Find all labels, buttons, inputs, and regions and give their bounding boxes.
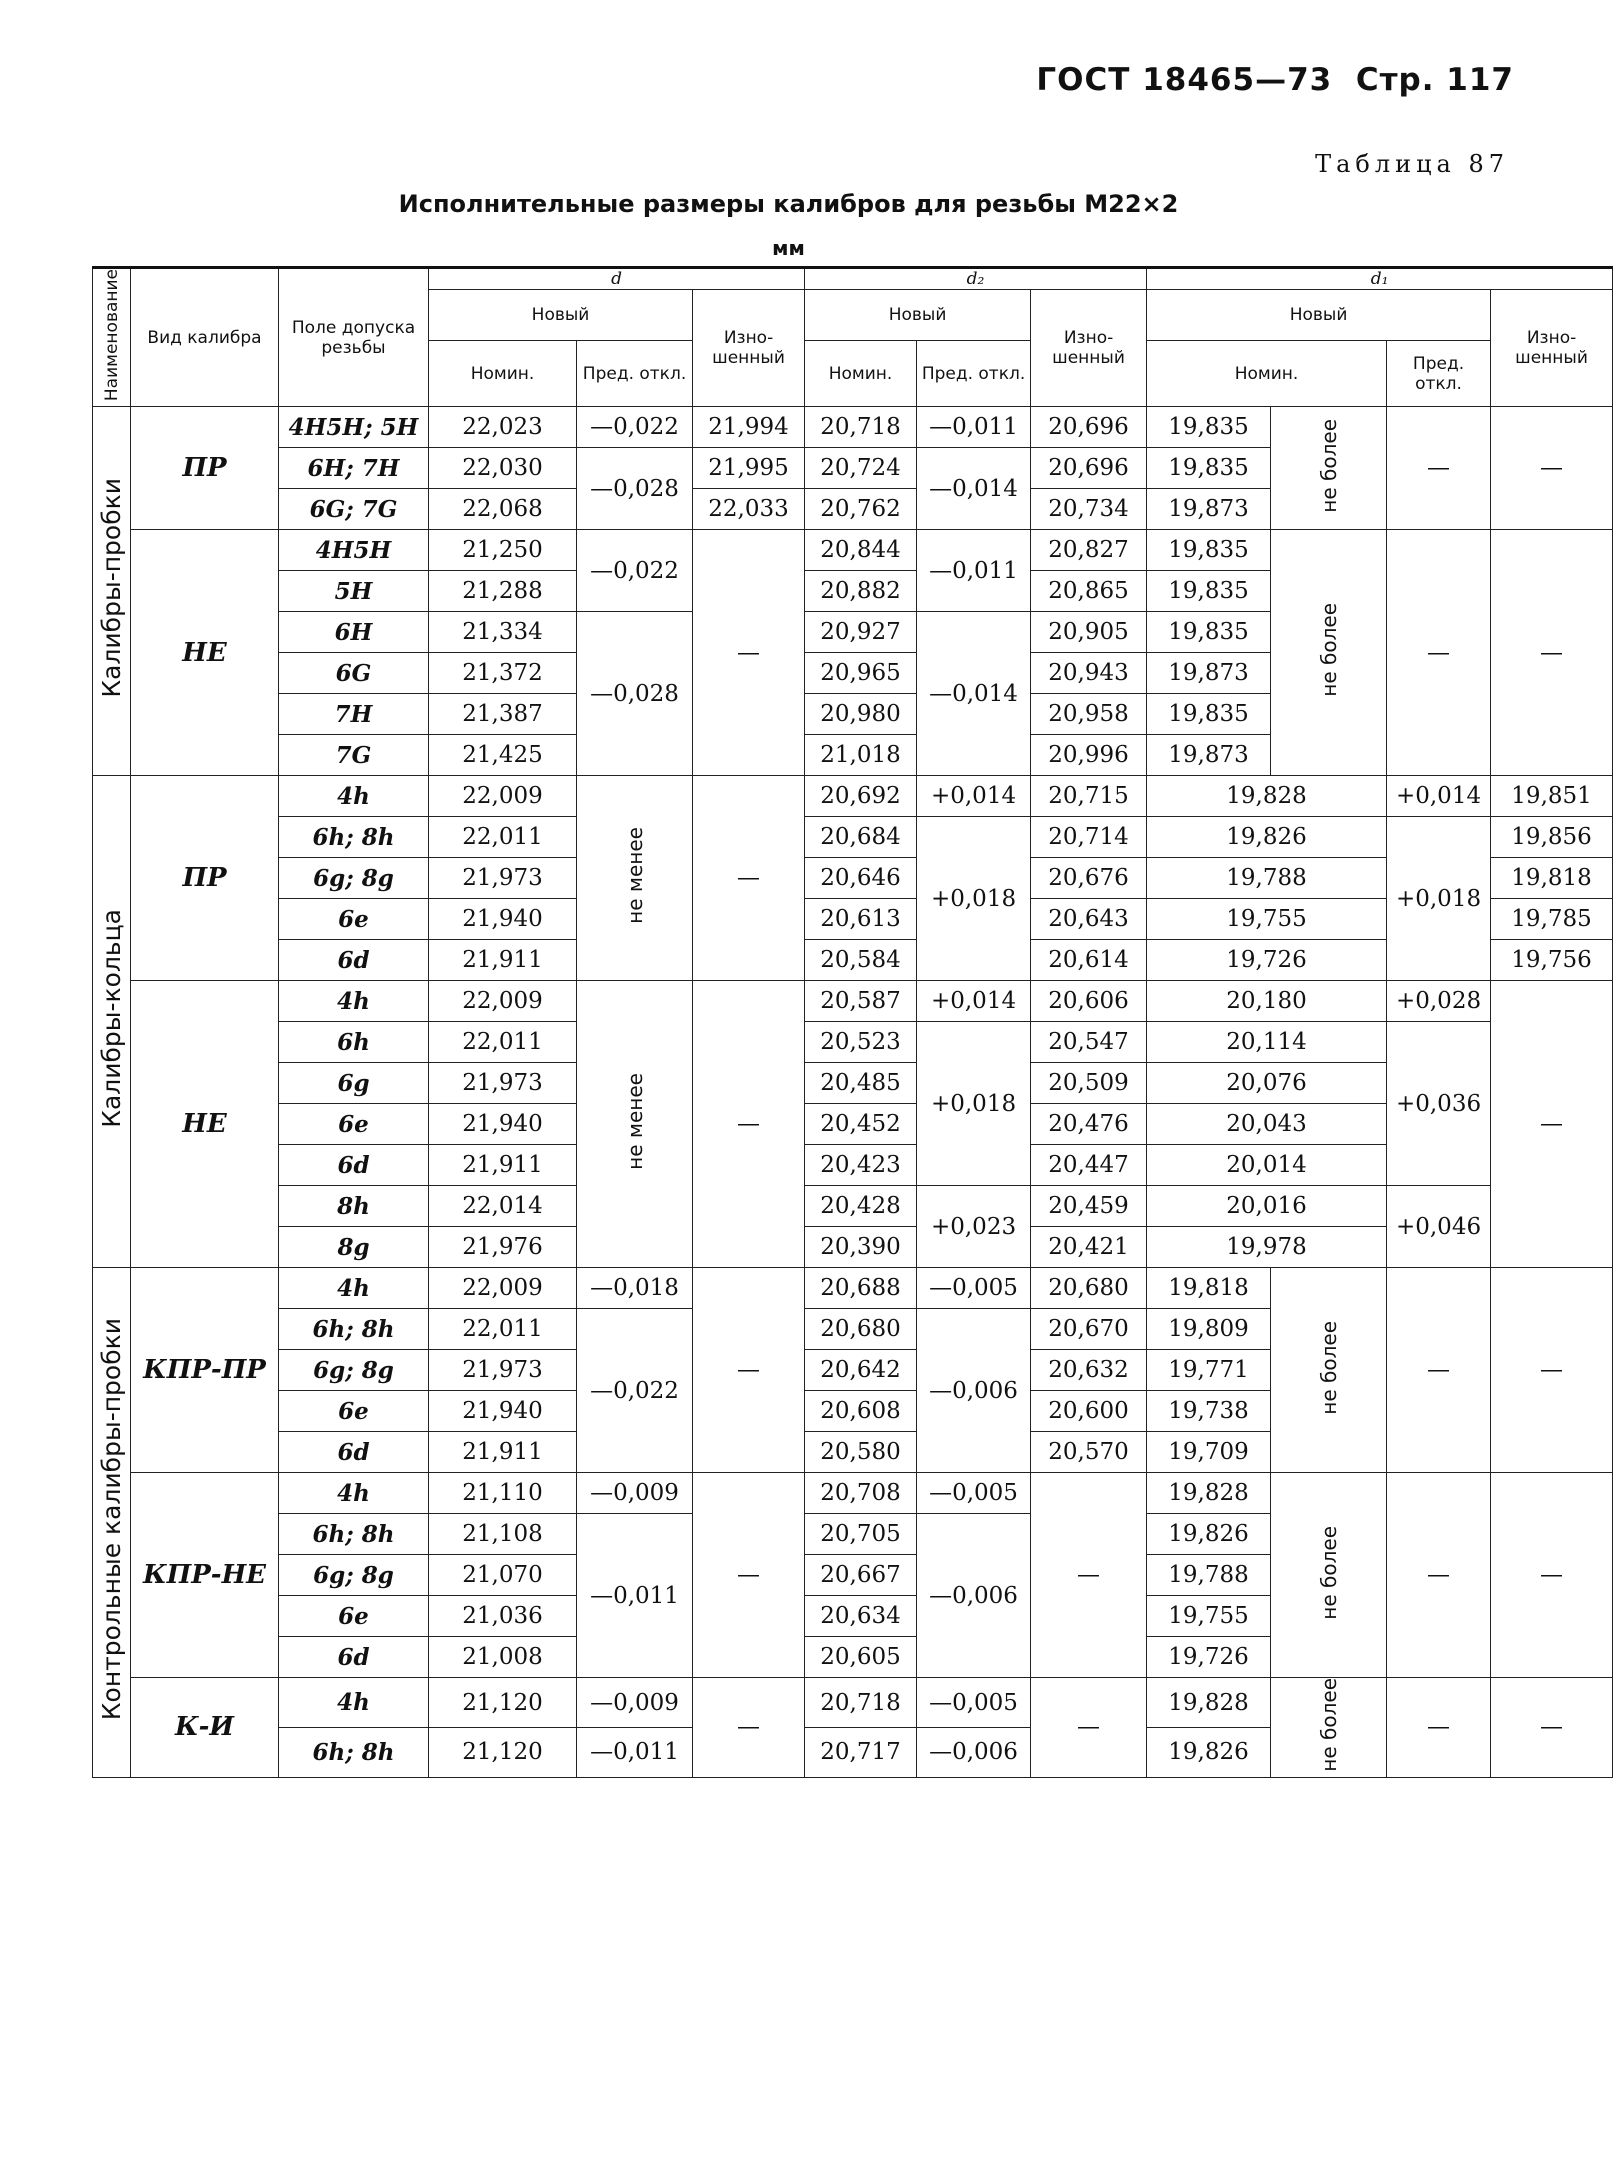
d2-dev-header: Пред. откл. bbox=[917, 341, 1031, 407]
table-row: 6h; 8h 22,011 20,684 +0,018 20,714 19,826 +0,018 19,856 bbox=[93, 817, 1613, 858]
table-row: 6h 22,011 20,523 +0,018 20,547 20,114 +0,036 bbox=[93, 1022, 1613, 1063]
table-row: 6g 21,973 20,485 20,509 20,076 bbox=[93, 1063, 1613, 1104]
group-label: Калибры-кольца bbox=[93, 776, 131, 1268]
kind-label: КПР-НЕ bbox=[131, 1473, 279, 1678]
note-not-more: не более bbox=[1271, 407, 1387, 530]
table-row: 6g; 8g 21,070 20,667 19,788 bbox=[93, 1555, 1613, 1596]
table-row: 8h 22,014 20,428 +0,023 20,459 20,016 +0,046 bbox=[93, 1186, 1613, 1227]
table-row: Калибры-пробки ПР 4H5H; 5H 22,023 —0,022 21,994 20,718 —0,011 20,696 19,835 не более — — bbox=[93, 407, 1613, 448]
table-row: 6e 21,036 20,634 19,755 bbox=[93, 1596, 1613, 1637]
table-row: 6e 21,940 20,613 20,643 19,755 19,785 bbox=[93, 899, 1613, 940]
table-title: Исполнительные размеры калибров для резьбы М22×2 bbox=[398, 190, 1179, 218]
d2-new-header: Новый bbox=[805, 290, 1031, 341]
col-kind-header: Вид калибра bbox=[131, 268, 279, 407]
table-number: Таблица 87 bbox=[1315, 150, 1509, 178]
group-label: Калибры-пробки bbox=[93, 407, 131, 776]
table-row: 6h; 8h 22,011 —0,022 20,680 —0,006 20,670 19,809 bbox=[93, 1309, 1613, 1350]
table-row: 6d 21,911 20,580 20,570 19,709 bbox=[93, 1432, 1613, 1473]
kind-label: НЕ bbox=[131, 981, 279, 1268]
note-not-more: не более bbox=[1271, 1473, 1387, 1678]
table-row: 6h; 8h 21,108 —0,011 20,705 —0,006 19,826 bbox=[93, 1514, 1613, 1555]
note-not-less: не менее bbox=[577, 981, 693, 1268]
note-not-more: не более bbox=[1271, 530, 1387, 776]
d1-nom-header: Номин. bbox=[1147, 341, 1387, 407]
kind-label: НЕ bbox=[131, 530, 279, 776]
page-header bbox=[1036, 62, 1514, 98]
col-d1-header: d₁ bbox=[1147, 268, 1613, 290]
table-row: К-И 4h 21,120 —0,009 — 20,718 —0,005 — 19,828 не более — — bbox=[93, 1678, 1613, 1728]
table-row: 6H; 7H 22,030 —0,028 21,995 20,724 —0,014 20,696 19,835 bbox=[93, 448, 1613, 489]
table-row: 6e 21,940 20,452 20,476 20,043 bbox=[93, 1104, 1613, 1145]
note-not-less: не менее bbox=[577, 776, 693, 981]
kind-label: К-И bbox=[131, 1678, 279, 1778]
table-row: 6d 21,008 20,605 19,726 bbox=[93, 1637, 1613, 1678]
table-row: 6G 21,372 20,965 20,943 19,873 bbox=[93, 653, 1613, 694]
table-row: 6h; 8h 21,120 —0,011 20,717 —0,006 19,826 bbox=[93, 1727, 1613, 1777]
table-row: 5H 21,288 20,882 20,865 19,835 bbox=[93, 571, 1613, 612]
note-not-more: не более bbox=[1271, 1678, 1387, 1778]
table-row: Калибры-кольца ПР 4h 22,009 не менее — 20,692 +0,014 20,715 19,828 +0,014 19,851 bbox=[93, 776, 1613, 817]
d1-dev-header: Пред. откл. bbox=[1387, 341, 1491, 407]
note-not-more: не более bbox=[1271, 1268, 1387, 1473]
table-row: Контрольные калибры-пробки КПР-ПР 4h 22,009 —0,018 — 20,688 —0,005 20,680 19,818 не более — — bbox=[93, 1268, 1613, 1309]
d-nom-header: Номин. bbox=[429, 341, 577, 407]
col-d2-header: d₂ bbox=[805, 268, 1147, 290]
table-row: 8g 21,976 20,390 20,421 19,978 bbox=[93, 1227, 1613, 1268]
table-row: НЕ 4h 22,009 не менее — 20,587 +0,014 20,606 20,180 +0,028 — bbox=[93, 981, 1613, 1022]
table-row: 6G; 7G 22,068 22,033 20,762 20,734 19,873 bbox=[93, 489, 1613, 530]
d1-new-header: Новый bbox=[1147, 290, 1491, 341]
col-name-header: Наименование bbox=[93, 268, 131, 407]
unit-label: мм bbox=[772, 236, 805, 260]
table-row: КПР-НЕ 4h 21,110 —0,009 — 20,708 —0,005 — 19,828 не более — — bbox=[93, 1473, 1613, 1514]
table-row: 6g; 8g 21,973 20,646 20,676 19,788 19,818 bbox=[93, 858, 1613, 899]
kind-label: КПР-ПР bbox=[131, 1268, 279, 1473]
table-row: 6H 21,334 —0,028 20,927 —0,014 20,905 19,835 bbox=[93, 612, 1613, 653]
table-row: НЕ 4H5H 21,250 —0,022 — 20,844 —0,011 20,827 19,835 не более — — bbox=[93, 530, 1613, 571]
group-label: Контрольные калибры-пробки bbox=[93, 1268, 131, 1778]
col-field-header: Поле допуска резьбы bbox=[279, 268, 429, 407]
d-worn-header: Изно-шенный bbox=[693, 290, 805, 407]
col-d-header: d bbox=[429, 268, 805, 290]
d2-nom-header: Номин. bbox=[805, 341, 917, 407]
table-row: 7H 21,387 20,980 20,958 19,835 bbox=[93, 694, 1613, 735]
gost-number: ГОСТ 18465—73 bbox=[1036, 62, 1333, 98]
d-new-header: Новый bbox=[429, 290, 693, 341]
kind-label: ПР bbox=[131, 776, 279, 981]
page-number: Стр. 117 bbox=[1355, 62, 1514, 98]
d1-worn-header: Изно-шенный bbox=[1491, 290, 1613, 407]
table-row: 6g; 8g 21,973 20,642 20,632 19,771 bbox=[93, 1350, 1613, 1391]
kind-label: ПР bbox=[131, 407, 279, 530]
table-row: 6d 21,911 20,584 20,614 19,726 19,756 bbox=[93, 940, 1613, 981]
table-row: 6e 21,940 20,608 20,600 19,738 bbox=[93, 1391, 1613, 1432]
d2-worn-header: Изно-шенный bbox=[1031, 290, 1147, 407]
table-row: 7G 21,425 21,018 20,996 19,873 bbox=[93, 735, 1613, 776]
table-row: 6d 21,911 20,423 20,447 20,014 bbox=[93, 1145, 1613, 1186]
d-dev-header: Пред. откл. bbox=[577, 341, 693, 407]
dimensions-table bbox=[92, 266, 1592, 1778]
